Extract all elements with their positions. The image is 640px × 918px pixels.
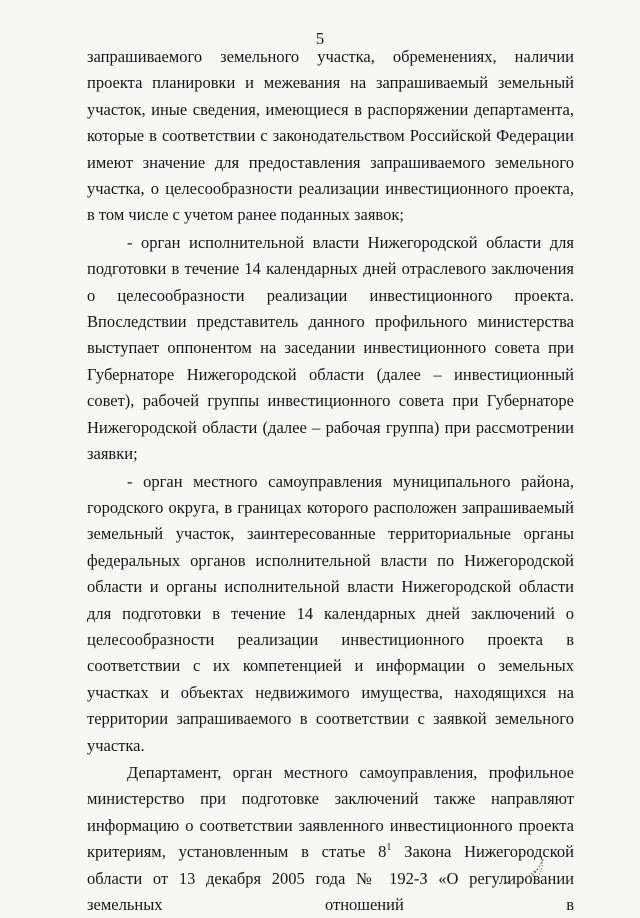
paragraph-list-item-1: - орган исполнительной власти Нижегородской области для подготовки в течение 14 календарных дней отраслевого заключения о целесообразности реализации инвестиционного проекта. Впоследствии представитель данного профильного министерства выступает оппонентом на заседании инвестиционного совета при Губернаторе Нижегородской области (далее – инвестиционный совет), рабочей группы инвестиционного совета при Губернаторе Нижегородской области (далее – рабочая группа) при рассмотрении заявки;	[87, 232, 574, 464]
paragraph-final	[87, 760, 574, 918]
article-superscript: 1	[386, 842, 392, 854]
page-number: 5	[315, 29, 325, 48]
paragraph-final-text-continued: Закона Нижегородской области от 13 декабря 2005 года № 192-З «О регулировании земельных отношений в	[87, 842, 574, 914]
paragraph-final-text: Департамент, орган местного самоуправления, профильное министерство при подготовке заключений также направляют информацию о соответствии заявленного инвестиционного проекта критериям, установленным в статье 8	[87, 762, 574, 862]
handwritten-signature	[502, 852, 552, 892]
paragraph-continuation: запрашиваемого земельного участка, обременениях, наличии проекта планировки и межевания на запрашиваемый земельный участок, иные сведения, имеющиеся в распоряжении департамента, которые в соответствии с законодательством Российской Федерации имеют значение для предоставления запрашиваемого земельного участка, о целесообразности реализации инвестиционного проекта, в том числе с учетом ранее поданных заявок;	[87, 47, 574, 225]
document-body	[87, 44, 574, 918]
paragraph-list-item-2: - орган местного самоуправления муниципального района, городского округа, в границах которого расположен запрашиваемый земельный участок, заинтересованные территориальные органы федеральных органов исполнительной власти по Нижегородской области и органы исполнительной власти Нижегородской области для подготовки в течение 14 календарных дней заключений о целесообразности реализации инвестиционного проекта в соответствии с их компетенцией и информации о земельных участках и объектах недвижимого имущества, находящихся на территории запрашиваемого в соответствии с заявкой земельного участка.	[87, 471, 574, 755]
